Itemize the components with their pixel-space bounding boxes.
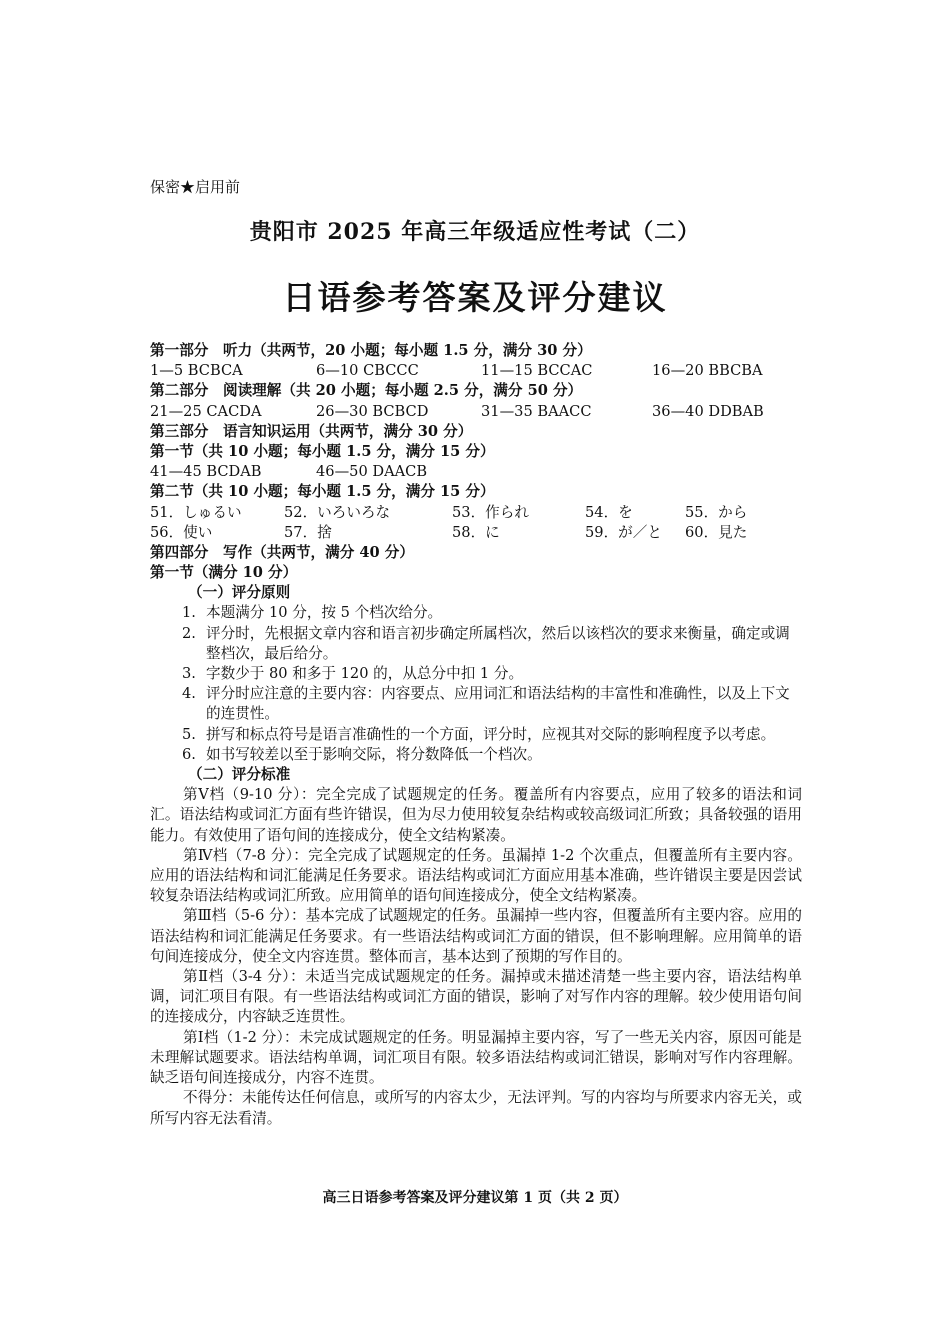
principle-text: 评分时，先根据文章内容和语言初步确定所属档次，然后以该档次的要求来衡量，确定或调整档次，最后给分。 bbox=[206, 624, 790, 662]
principle-text: 评分时应注意的主要内容：内容要点、应用词汇和语法结构的丰富性和准确性，以及上下文的连贯性。 bbox=[206, 685, 790, 723]
principle-text: 拼写和标点符号是语言准确性的一个方面，评分时，应视其对交际的影响程度予以考虑。 bbox=[206, 725, 776, 743]
answer-group: 46—50 DAACB bbox=[316, 463, 428, 481]
standard-paragraph: 第Ⅲ档（5-6 分）：基本完成了试题规定的任务。虽漏掉一些内容，但覆盖所有主要内容。应用的语法结构和词汇能满足任务要求。有一些语法结构或词汇方面的错误，但不影响理解。应用简单的语句间连接成分，使全文内容连贯。整体而言，基本达到了预期的写作目的。 bbox=[150, 907, 802, 965]
fill-answer: 53．作られ bbox=[452, 503, 529, 521]
part1-answers bbox=[150, 361, 802, 381]
standard-paragraph: 不得分：未能传达任何信息，或所写的内容太少，无法评判。写的内容均与所要求内容无关，或所写内容无法看清。 bbox=[150, 1089, 802, 1127]
exam-title: 贵阳市 2025 年高三年级适应性考试（二） bbox=[249, 219, 701, 245]
principle-item bbox=[150, 745, 802, 765]
part3-section2-title: 第二节（共 10 小题；每小题 1.5 分，满分 15 分） bbox=[150, 483, 495, 501]
principle-item bbox=[150, 624, 802, 664]
document-title: 日语参考答案及评分建议 bbox=[282, 278, 668, 317]
standard-paragraph: 第Ⅳ档（7-8 分）：完全完成了试题规定的任务。虽漏掉 1-2 个次重点，但覆盖所有主要内容。应用的语法结构和词汇能满足任务要求。语法结构或词汇方面应用基本准确，些许错误主要是因尝试较复杂语法结构或词汇所致。应用简单的语句间连接成分，使全文结构紧凑。 bbox=[150, 846, 802, 905]
principle-number: 4. bbox=[182, 685, 196, 703]
part4-title: 第四部分 写作（共两节，满分 40 分） bbox=[150, 543, 414, 561]
part3-section2-row bbox=[150, 503, 802, 523]
principle-text: 本题满分 10 分，按 5 个档次给分。 bbox=[206, 604, 443, 622]
fill-answer: 54．を bbox=[585, 503, 633, 521]
answer-group: 36—40 DDBAB bbox=[652, 402, 764, 420]
answer-group: 41—45 BCDAB bbox=[150, 463, 262, 481]
answer-group: 1—5 BCBCA bbox=[150, 362, 243, 380]
fill-answer: 55．から bbox=[685, 503, 748, 521]
principle-number: 6. bbox=[182, 745, 196, 763]
part3-section1-answers bbox=[150, 462, 802, 482]
fill-answer: 56．使い bbox=[150, 523, 213, 541]
principles-title: （一）评分原则 bbox=[188, 584, 291, 602]
principle-text: 如书写较差以至于影响交际，将分数降低一个档次。 bbox=[206, 745, 542, 763]
answer-group: 26—30 BCBCD bbox=[316, 402, 429, 420]
part2-answers bbox=[150, 402, 802, 422]
fill-answer: 57．捨 bbox=[284, 523, 332, 541]
standard-paragraph: 第Ⅱ档（3-4 分）：未适当完成试题规定的任务。漏掉或未描述清楚一些主要内容，语法结构单调，词汇项目有限。有一些语法结构或词汇方面的错误，影响了对写作内容的理解。较少使用语句间的连接成分，内容缺乏连贯性。 bbox=[150, 968, 802, 1026]
standard-paragraph: 第Ⅰ档（1-2 分）：未完成试题规定的任务。明显漏掉主要内容，写了一些无关内容，原因可能是未理解试题要求。语法结构单调，词汇项目有限。较多语法结构或词汇错误，影响对写作内容理解。缺乏语句间连接成分，内容不连贯。 bbox=[150, 1028, 802, 1087]
part3-section2-row bbox=[150, 523, 802, 543]
principle-number: 5. bbox=[182, 725, 196, 743]
part3-title: 第三部分 语言知识运用（共两节，满分 30 分） bbox=[150, 422, 473, 440]
part3-section1-title: 第一节（共 10 小题；每小题 1.5 分，满分 15 分） bbox=[150, 442, 495, 460]
confidential-label: 保密★启用前 bbox=[150, 178, 241, 196]
principle-number: 1. bbox=[182, 604, 196, 622]
fill-answer: 59．が／と bbox=[585, 523, 662, 541]
document-body bbox=[150, 341, 802, 1129]
answer-group: 16—20 BBCBA bbox=[652, 362, 763, 380]
answer-group: 31—35 BAACC bbox=[481, 402, 592, 420]
principle-number: 2. bbox=[182, 624, 196, 642]
fill-answer: 60．見た bbox=[685, 523, 748, 541]
part2-title: 第二部分 阅读理解（共 20 小题；每小题 2.5 分，满分 50 分） bbox=[150, 382, 583, 400]
standard-paragraph: 第Ⅴ档（9-10 分）：完全完成了试题规定的任务。覆盖所有内容要点，应用了较多的语法和词汇。语法结构或词汇方面有些许错误，但为尽力使用较复杂结构或较高级词汇所致；具备较强的语用能力。有效使用了语句间的连接成分，使全文结构紧凑。 bbox=[150, 786, 802, 844]
part1-title: 第一部分 听力（共两节，20 小题；每小题 1.5 分，满分 30 分） bbox=[150, 342, 592, 359]
principle-item bbox=[150, 603, 802, 623]
principle-item bbox=[150, 684, 802, 724]
standards-title: （二）评分标准 bbox=[188, 766, 291, 784]
part4-section1-title: 第一节（满分 10 分） bbox=[150, 564, 298, 582]
answer-group: 6—10 CBCCC bbox=[316, 362, 419, 380]
answer-group: 21—25 CACDA bbox=[150, 402, 262, 420]
page-footer: 高三日语参考答案及评分建议第 1 页（共 2 页） bbox=[322, 1190, 628, 1206]
principle-item bbox=[150, 664, 802, 684]
principle-number: 3. bbox=[182, 665, 196, 683]
principle-item bbox=[150, 725, 802, 745]
answer-group: 11—15 BCCAC bbox=[481, 362, 593, 380]
principle-text: 字数少于 80 和多于 120 的，从总分中扣 1 分。 bbox=[206, 665, 524, 683]
fill-answer: 58．に bbox=[452, 523, 500, 541]
fill-answer: 52．いろいろな bbox=[284, 503, 391, 521]
fill-answer: 51．しゅるい bbox=[150, 503, 242, 521]
